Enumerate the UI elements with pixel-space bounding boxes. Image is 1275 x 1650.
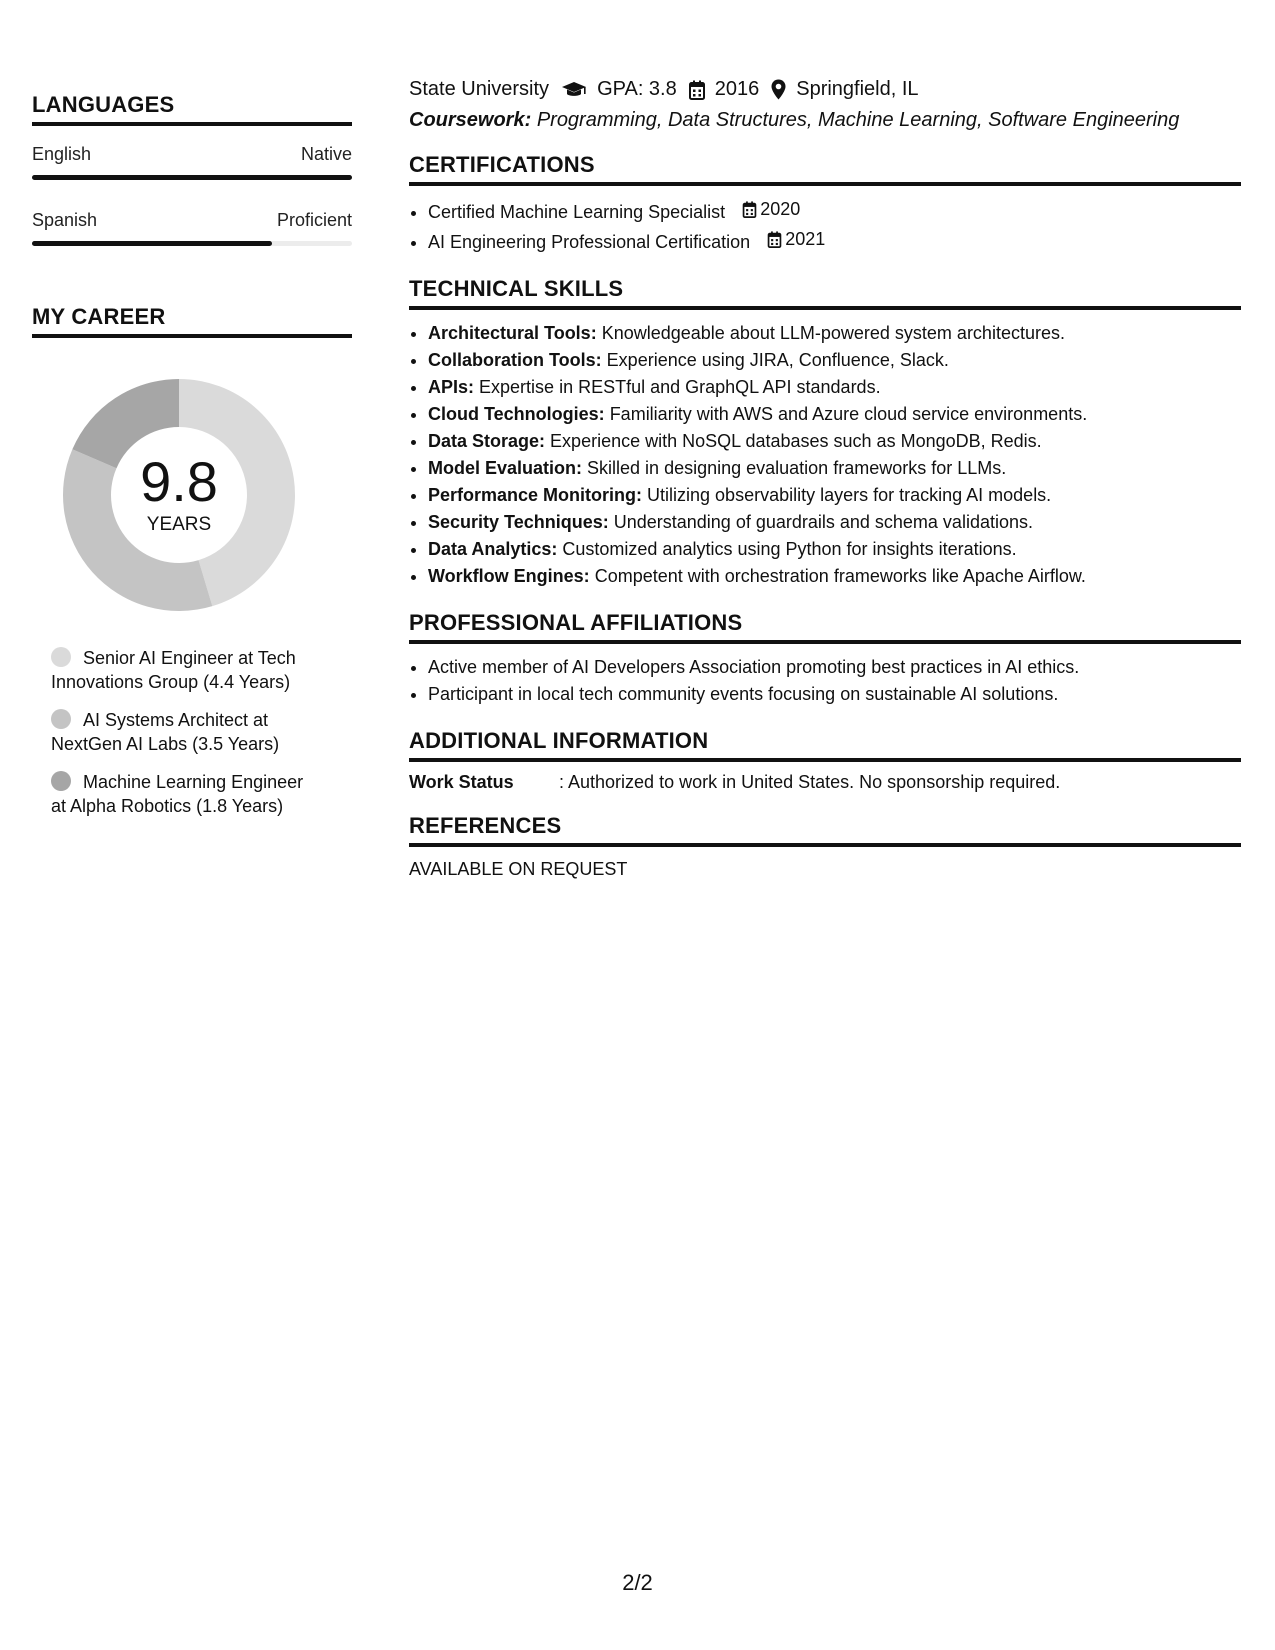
technical-skills-title: TECHNICAL SKILLS — [409, 276, 1241, 310]
references-title: REFERENCES — [409, 813, 1241, 847]
skill-item — [428, 536, 1241, 563]
legend-label: Machine Learning Engineer at Alpha Robotics (1.8 Years) — [51, 772, 304, 816]
legend-dot — [51, 709, 71, 729]
certification-name: Certified Machine Learning Specialist — [428, 202, 726, 222]
certification-year: 2020 — [760, 199, 801, 219]
coursework-text: Programming, Data Structures, Machine Learning, Software Engineering — [536, 109, 1180, 131]
education-line — [409, 78, 1241, 101]
certification-item — [428, 226, 1241, 256]
affiliations-list — [409, 654, 1241, 708]
legend-dot — [51, 647, 71, 667]
legend-item — [51, 770, 321, 818]
career-total-years: 9.8 — [140, 450, 218, 513]
skill-item — [428, 509, 1241, 536]
skill-item — [428, 482, 1241, 509]
calendar-icon — [767, 231, 782, 248]
skill-item — [428, 320, 1241, 347]
certification-name: AI Engineering Professional Certification — [428, 232, 751, 252]
technical-skills-section — [409, 276, 1241, 590]
location-pin-icon — [771, 79, 786, 100]
language-level: Native — [300, 144, 352, 164]
skill-text: Customized analytics using Python for insights iterations. — [562, 539, 1017, 559]
skill-text: Expertise in RESTful and GraphQL API standards. — [479, 377, 881, 397]
skill-label: Cloud Technologies: — [428, 404, 605, 424]
skill-text: Familiarity with AWS and Azure cloud service environments. — [609, 404, 1088, 424]
affiliations-section — [409, 610, 1241, 708]
language-level: Proficient — [276, 210, 352, 230]
language-proficiency-fill — [32, 175, 352, 180]
education-gpa: GPA: 3.8 — [597, 78, 677, 100]
skill-text: Experience using JIRA, Confluence, Slack. — [606, 350, 949, 370]
education-location: Springfield, IL — [796, 78, 919, 100]
skill-label: Model Evaluation: — [428, 458, 583, 478]
education-year: 2016 — [714, 78, 760, 100]
languages-title: LANGUAGES — [32, 92, 352, 126]
affiliation-item: • Participant in local tech community events focusing on sustainable AI solutions. — [428, 681, 1241, 708]
legend-dot — [51, 771, 71, 791]
calendar-icon — [689, 80, 705, 100]
skill-label: Architectural Tools: — [428, 323, 597, 343]
career-title: MY CAREER — [32, 304, 352, 338]
education-school: State University — [409, 78, 550, 100]
skill-item — [428, 347, 1241, 374]
skill-item — [428, 374, 1241, 401]
legend-item — [51, 646, 321, 694]
coursework-line — [409, 109, 1241, 132]
language-proficiency-bar — [32, 241, 352, 246]
legend-label: Senior AI Engineer at Tech Innovations Group (4.4 Years) — [51, 648, 296, 692]
left-column — [32, 92, 352, 832]
skill-item — [428, 428, 1241, 455]
skill-item — [428, 455, 1241, 482]
work-status-label: Work Status — [409, 772, 514, 792]
calendar-icon — [742, 201, 757, 218]
skill-item — [428, 401, 1241, 428]
affiliation-item: • Active member of AI Developers Association promoting best practices in AI ethics. — [428, 654, 1241, 681]
legend-item — [51, 708, 321, 756]
skill-label: Performance Monitoring: — [428, 485, 643, 505]
language-item — [32, 210, 352, 246]
skill-label: Data Storage: — [428, 431, 546, 451]
certifications-section — [409, 152, 1241, 256]
language-item — [32, 144, 352, 180]
skill-label: APIs: — [428, 377, 475, 397]
career-years-unit: YEARS — [146, 514, 212, 535]
additional-info-title: ADDITIONAL INFORMATION — [409, 728, 1241, 762]
work-status-value: : Authorized to work in United States. No sponsorship required. — [559, 772, 1061, 792]
language-proficiency-fill — [32, 241, 272, 246]
career-donut-chart — [54, 370, 304, 620]
skill-text: Knowledgeable about LLM-powered system architectures. — [601, 323, 1065, 343]
language-name: English — [32, 144, 92, 164]
additional-info-section — [409, 728, 1241, 793]
skill-text: Utilizing observability layers for tracking AI models. — [647, 485, 1052, 505]
skills-list — [409, 320, 1241, 590]
skill-item — [428, 563, 1241, 590]
graduation-cap-icon — [561, 81, 587, 99]
legend-label: AI Systems Architect at NextGen AI Labs (3.5 Years) — [51, 710, 280, 754]
skill-text: Experience with NoSQL databases such as MongoDB, Redis. — [550, 431, 1042, 451]
career-legend — [32, 646, 352, 818]
skill-label: Data Analytics: — [428, 539, 558, 559]
skill-label: Workflow Engines: — [428, 566, 590, 586]
certification-item — [428, 196, 1241, 226]
language-proficiency-bar — [32, 175, 352, 180]
certification-year: 2021 — [785, 229, 826, 249]
certifications-title: CERTIFICATIONS — [409, 152, 1241, 186]
work-status-row — [409, 772, 1241, 793]
page-number: 2/2 — [622, 1570, 653, 1595]
skill-text: Competent with orchestration frameworks like Apache Airflow. — [594, 566, 1086, 586]
language-name: Spanish — [32, 210, 98, 230]
coursework-label: Coursework: — [409, 109, 532, 131]
affiliations-title: PROFESSIONAL AFFILIATIONS — [409, 610, 1241, 644]
skill-text: Skilled in designing evaluation frameworks for LLMs. — [587, 458, 1007, 478]
donut-center — [54, 370, 304, 620]
skill-label: Collaboration Tools: — [428, 350, 602, 370]
references-text: AVAILABLE ON REQUEST — [409, 859, 628, 879]
right-column — [409, 78, 1241, 880]
skill-text: Understanding of guardrails and schema validations. — [613, 512, 1033, 532]
references-section — [409, 813, 1241, 880]
languages-list — [32, 144, 352, 246]
skill-label: Security Techniques: — [428, 512, 609, 532]
certifications-list — [409, 196, 1241, 256]
